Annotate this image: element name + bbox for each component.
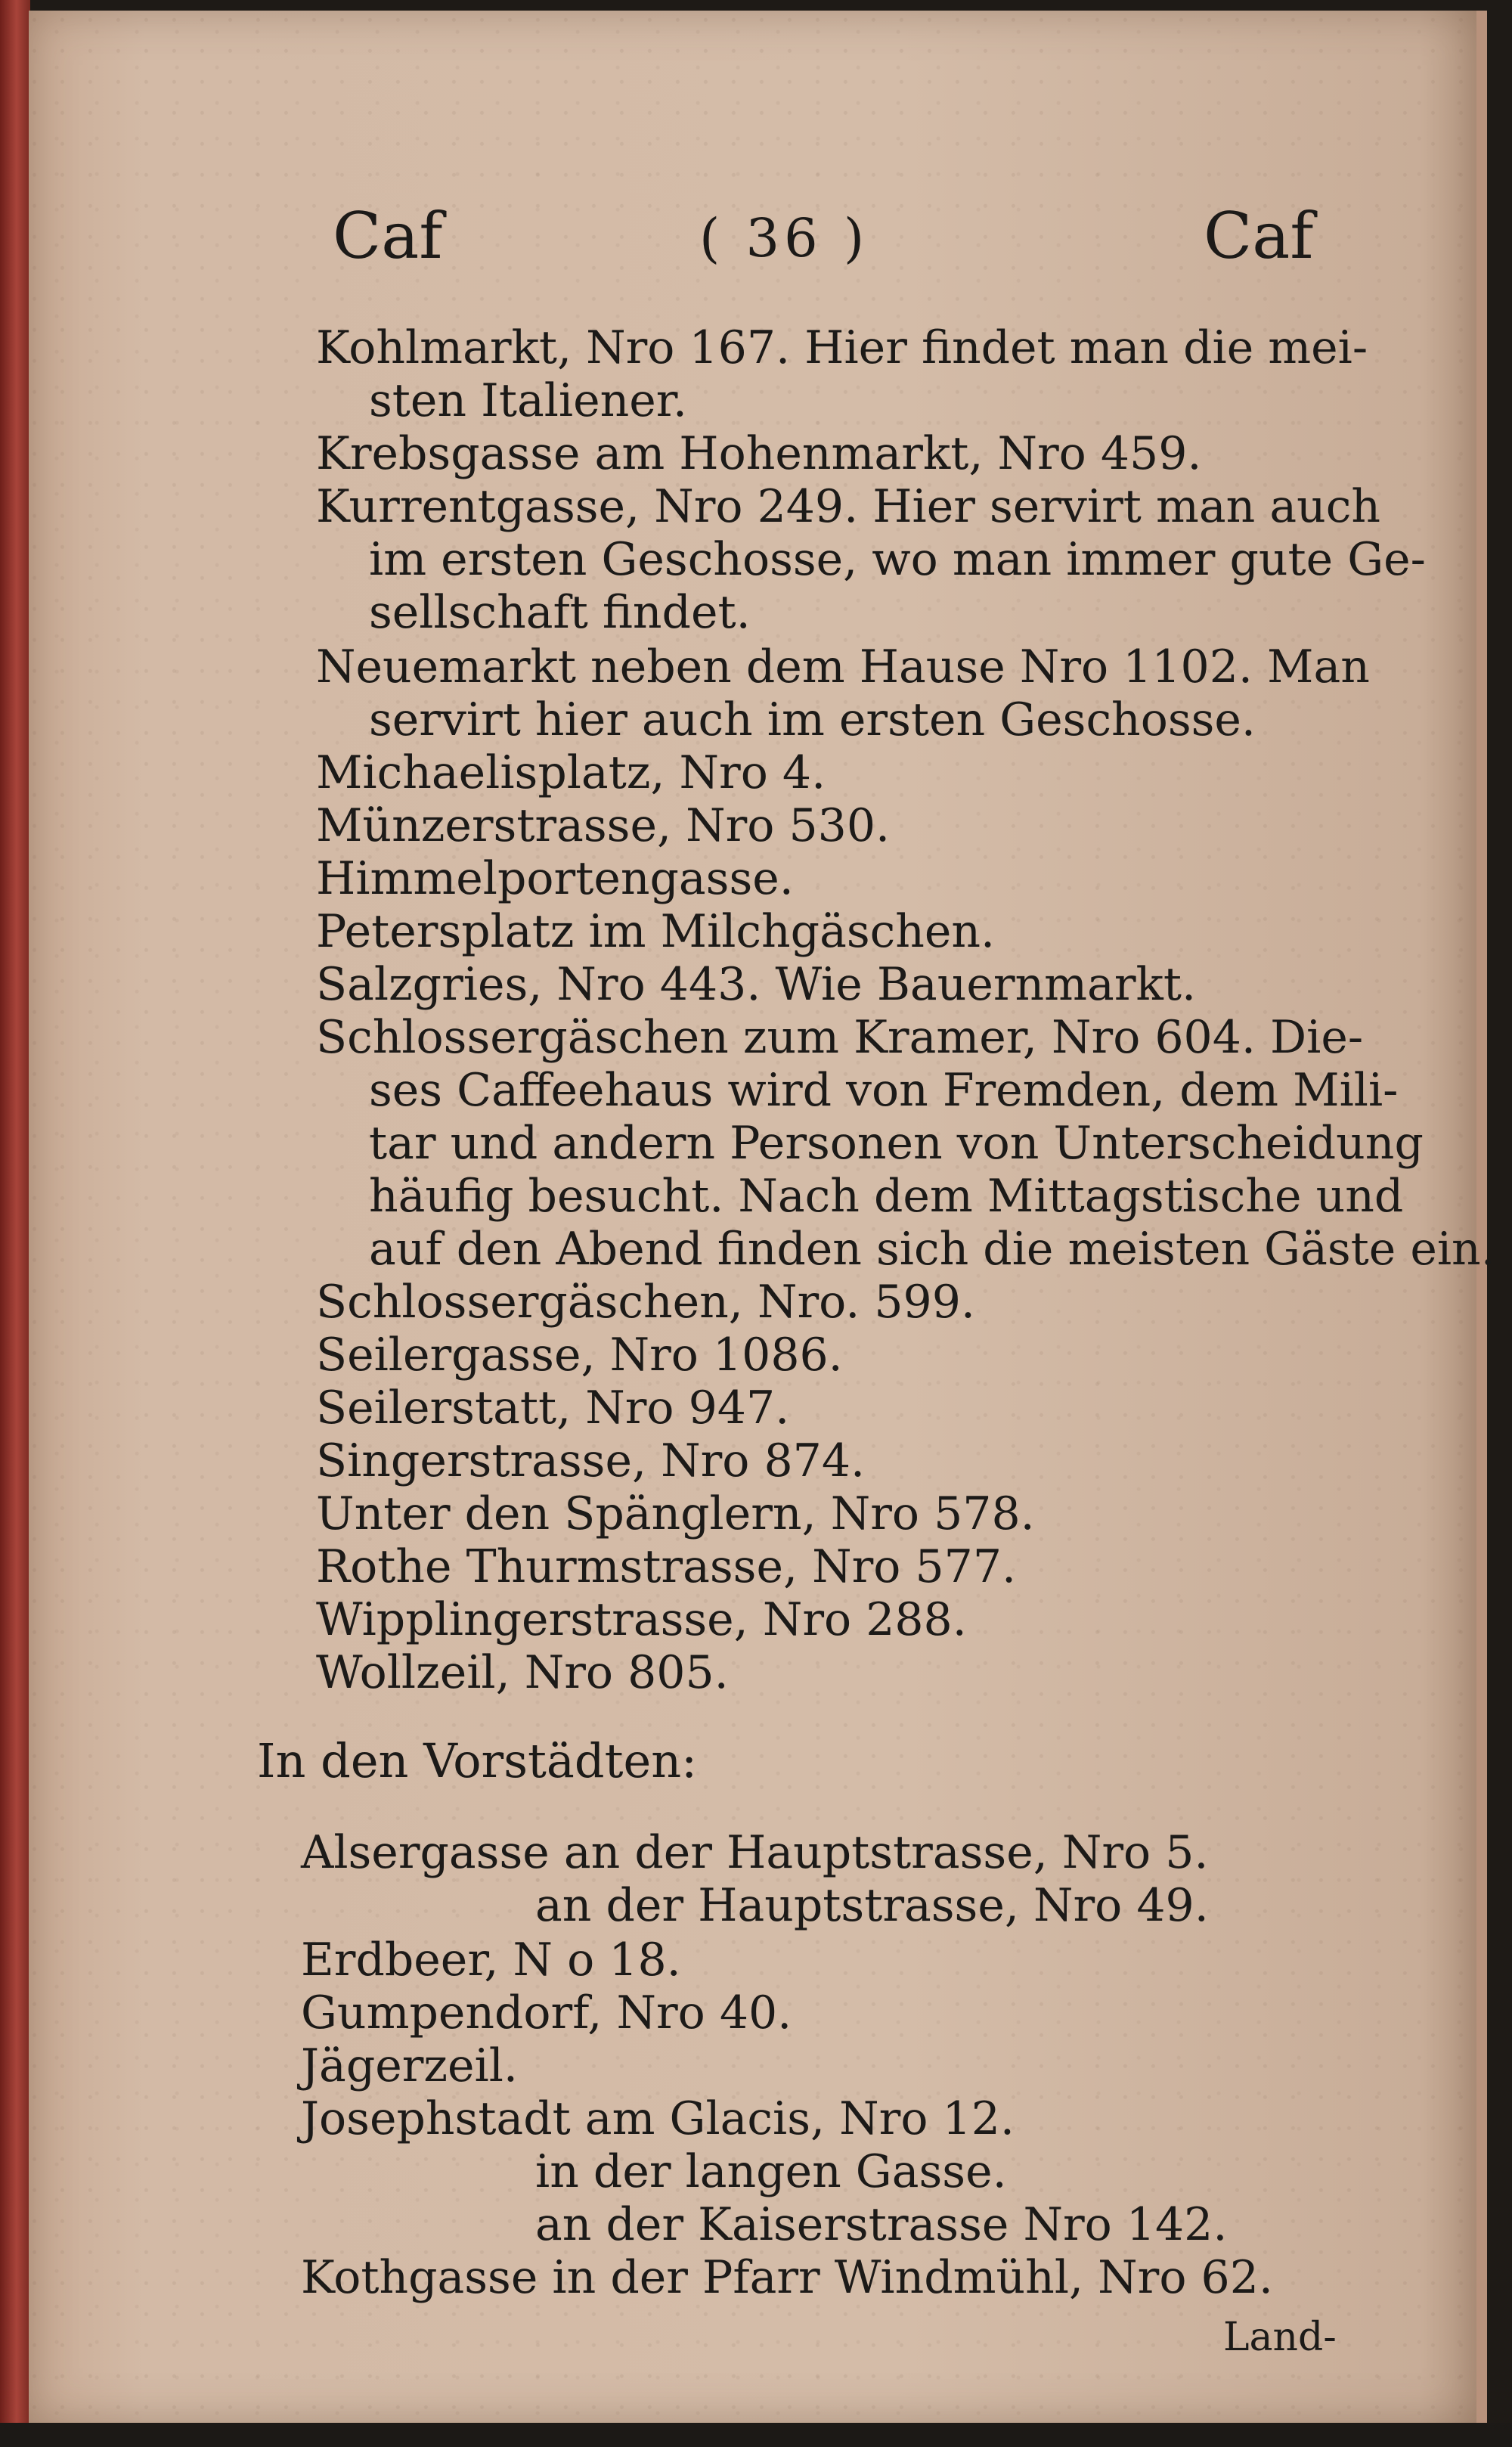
page-number: ( 36 ) bbox=[699, 207, 869, 269]
entry-line: Münzerstrasse, Nro 530. bbox=[316, 799, 891, 852]
entry-line: Wipplingerstrasse, Nro 288. bbox=[316, 1593, 967, 1646]
book-spine-edge bbox=[0, 0, 30, 2447]
entry-line: tar und andern Personen von Unterscheidung bbox=[369, 1117, 1424, 1170]
page-bottom-shadow bbox=[0, 2423, 1512, 2447]
entry-line: häufig besucht. Nach dem Mittagstische und bbox=[369, 1170, 1404, 1223]
entry-line: Rothe Thurmstrasse, Nro 577. bbox=[316, 1540, 1017, 1593]
entry-line: Josephstadt am Glacis, Nro 12. bbox=[301, 2092, 1015, 2145]
entry-line: Kothgasse in der Pfarr Windmühl, Nro 62. bbox=[301, 2251, 1273, 2304]
section-heading: In den Vorstädten: bbox=[257, 1733, 698, 1788]
entry-line: Erdbeer, N o 18. bbox=[301, 1934, 681, 1986]
entry-line: servirt hier auch im ersten Geschosse. bbox=[369, 693, 1256, 746]
entry-line: Michaelisplatz, Nro 4. bbox=[316, 746, 826, 799]
entry-line: Schlossergäschen, Nro. 599. bbox=[316, 1276, 975, 1329]
entry-line: Kurrentgasse, Nro 249. Hier servirt man auch bbox=[316, 480, 1380, 533]
entry-line: in der langen Gasse. bbox=[535, 2145, 1007, 2198]
entry-line: Salzgries, Nro 443. Wie Bauernmarkt. bbox=[316, 958, 1197, 1011]
catchword: Land- bbox=[1223, 2315, 1337, 2360]
entry-line: Petersplatz im Milchgäschen. bbox=[316, 905, 996, 958]
header-left: Caf bbox=[333, 199, 443, 273]
entry-line: an der Hauptstrasse, Nro 49. bbox=[535, 1879, 1209, 1932]
entry-line: Singerstrasse, Nro 874. bbox=[316, 1434, 866, 1487]
entry-line: im ersten Geschosse, wo man immer gute Ge- bbox=[369, 533, 1426, 586]
entry-line: Seilergasse, Nro 1086. bbox=[316, 1329, 843, 1382]
entry-line: Himmelportengasse. bbox=[316, 852, 794, 905]
entry-line: an der Kaiserstrasse Nro 142. bbox=[535, 2198, 1228, 2251]
entry-line: Gumpendorf, Nro 40. bbox=[301, 1986, 792, 2039]
header-right: Caf bbox=[1204, 199, 1314, 273]
entry-line: Krebsgasse am Hohenmarkt, Nro 459. bbox=[316, 427, 1202, 480]
entry-line: sten Italiener. bbox=[369, 374, 687, 427]
entry-line: Alsergasse an der Hauptstrasse, Nro 5. bbox=[301, 1826, 1209, 1879]
entry-line: Seilerstatt, Nro 947. bbox=[316, 1382, 790, 1434]
entry-line: Wollzeil, Nro 805. bbox=[316, 1646, 729, 1699]
entry-line: Neuemarkt neben dem Hause Nro 1102. Man bbox=[316, 640, 1370, 693]
entry-line: Schlossergäschen zum Kramer, Nro 604. Die- bbox=[316, 1011, 1364, 1064]
entry-line: ses Caffeehaus wird von Fremden, dem Mili- bbox=[369, 1064, 1399, 1117]
entry-line: sellschaft findet. bbox=[369, 586, 751, 639]
entry-line: Unter den Spänglern, Nro 578. bbox=[316, 1487, 1035, 1540]
entry-line: auf den Abend finden sich die meisten Gäste ein. bbox=[369, 1223, 1495, 1276]
entry-line: Kohlmarkt, Nro 167. Hier findet man die mei- bbox=[316, 321, 1368, 374]
entry-line: Jägerzeil. bbox=[301, 2039, 518, 2092]
